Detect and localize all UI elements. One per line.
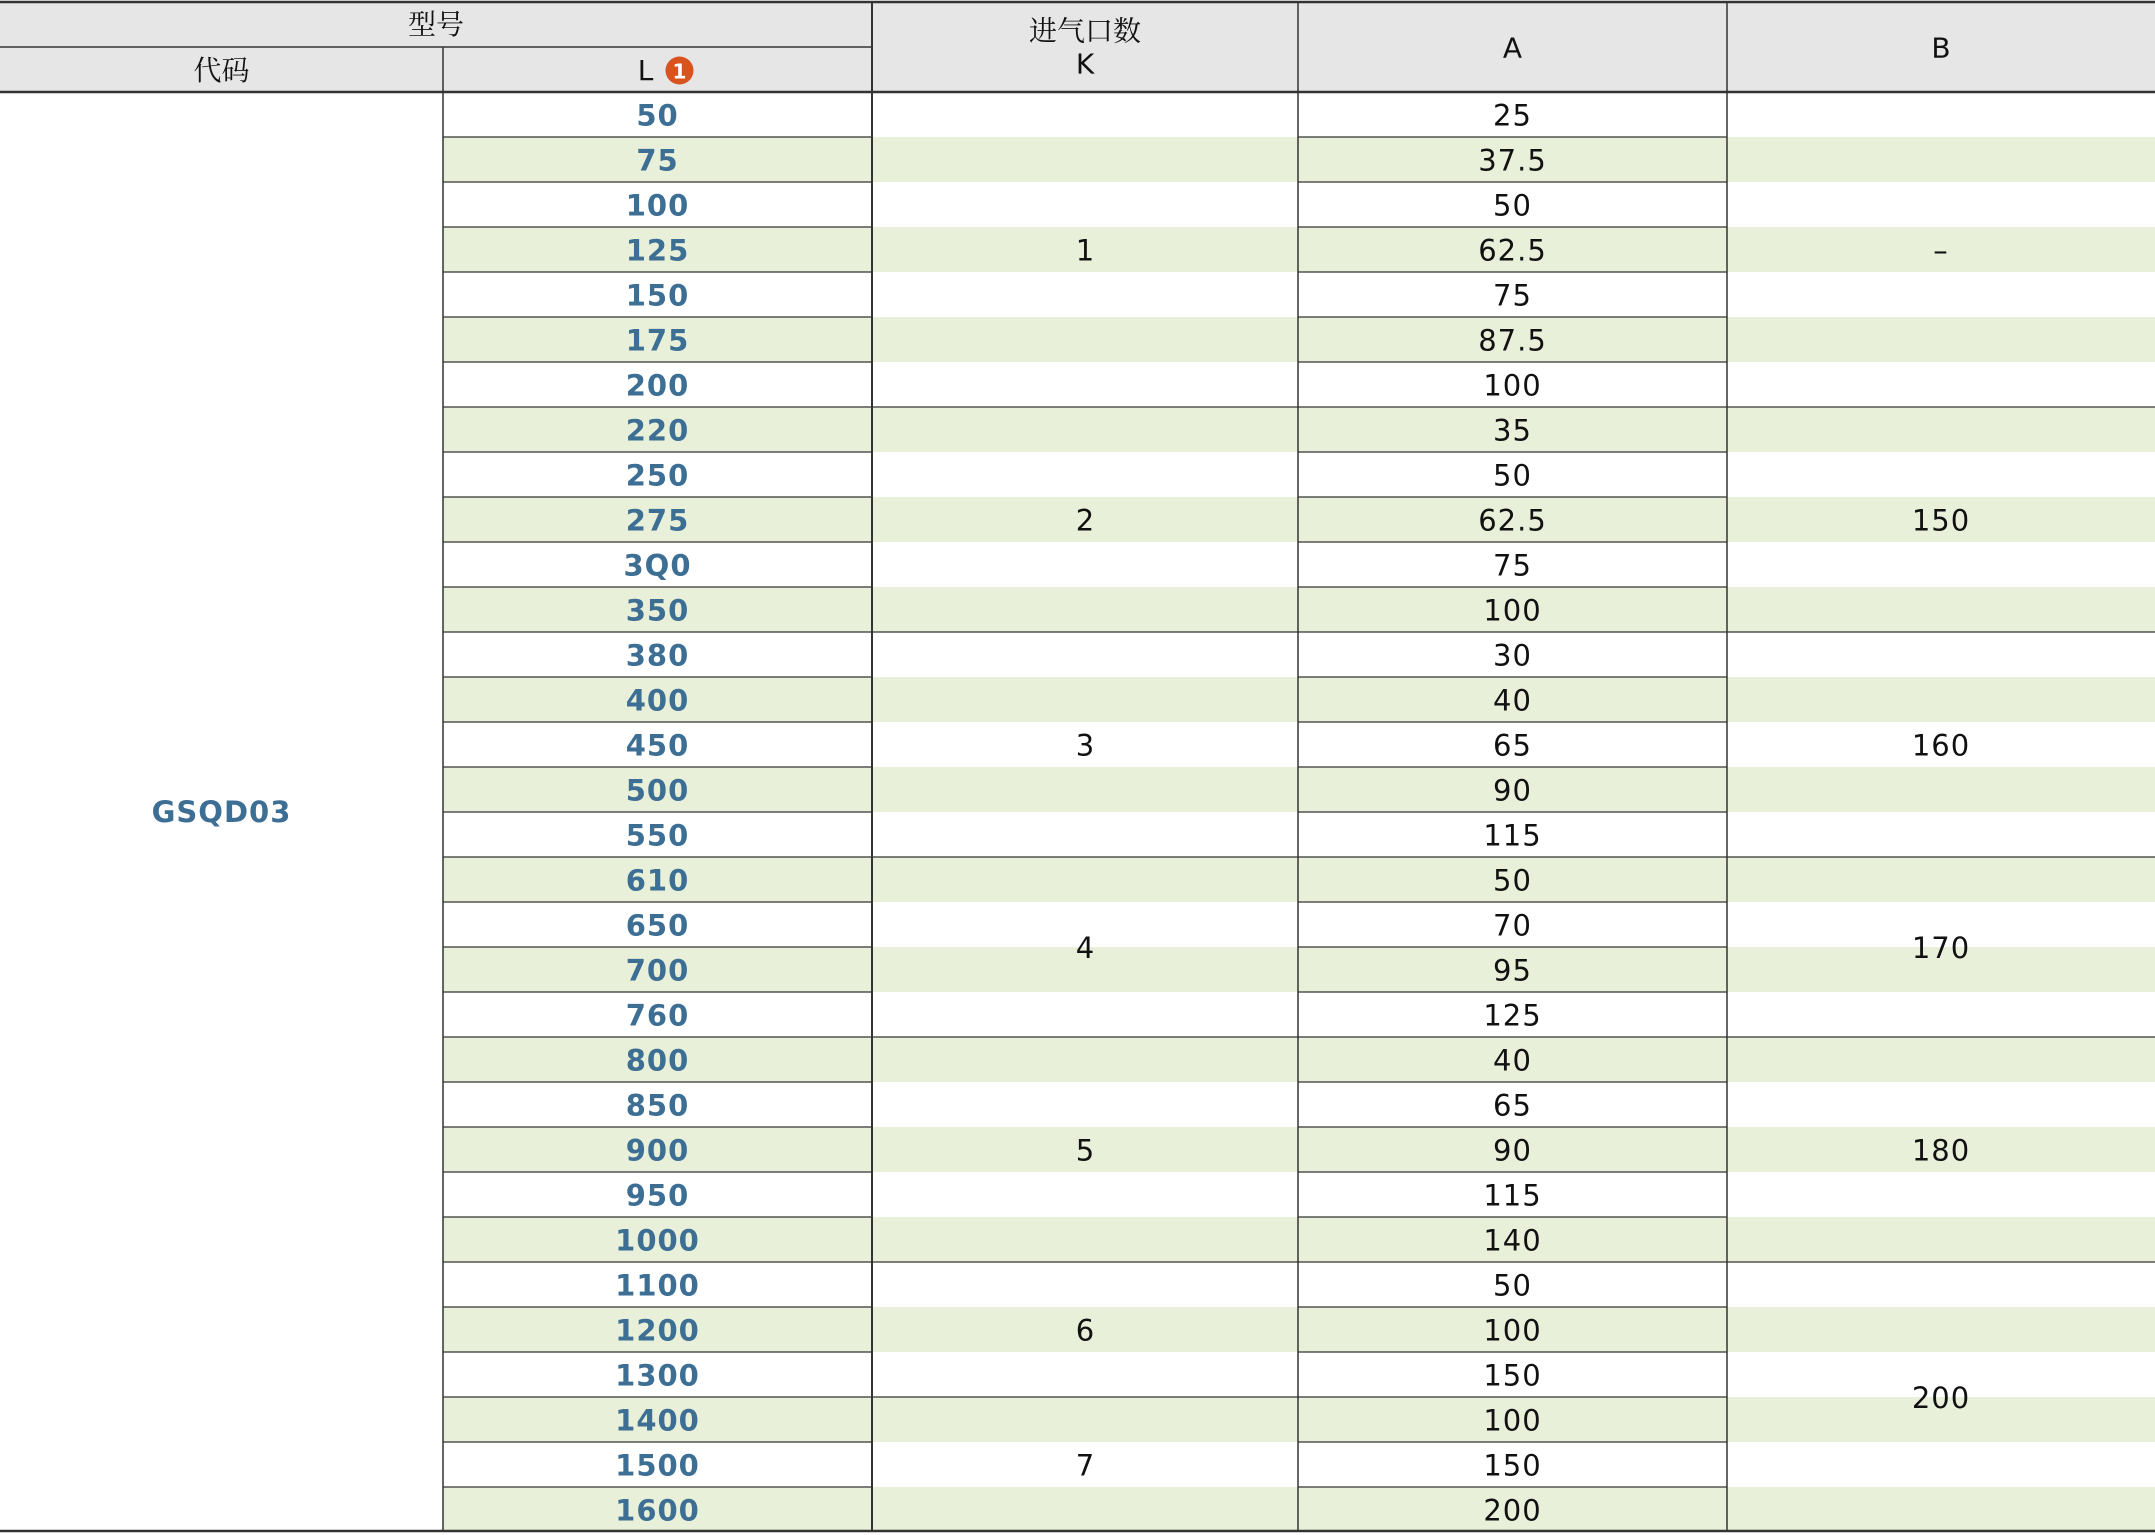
l-value: 275 [625,503,690,538]
a-value: 50 [1493,863,1532,898]
a-value: 90 [1493,1133,1532,1168]
a-value: 70 [1493,908,1532,943]
a-value: 62.5 [1478,503,1547,538]
l-value: 650 [625,908,690,943]
a-value: 90 [1493,773,1532,808]
l-value: 380 [625,638,690,673]
a-value: 25 [1493,98,1532,133]
l-value: 1000 [615,1223,700,1258]
a-value: 62.5 [1478,233,1547,268]
l-value: 100 [625,188,690,223]
a-value: 40 [1493,683,1532,718]
a-value: 75 [1493,548,1532,583]
row-stripe [443,407,2155,452]
row-stripe [443,227,2155,272]
k-value: 4 [1075,931,1095,965]
header-k-symbol: K [1075,47,1095,81]
b-value: 160 [1911,728,1971,763]
k-value: 5 [1075,1133,1095,1168]
a-value: 35 [1493,413,1532,448]
header-model-group: 型号 [407,8,465,41]
a-value: 50 [1493,188,1532,223]
l-value: 400 [625,683,690,718]
l-value: 175 [625,323,690,358]
a-value: 50 [1493,458,1532,493]
l-value: 700 [625,953,690,988]
l-value: 950 [625,1178,690,1213]
k-value: 6 [1075,1313,1095,1348]
l-value: 150 [625,278,690,313]
l-value: 760 [625,998,690,1033]
a-value: 100 [1483,1313,1542,1348]
a-value: 30 [1493,638,1532,673]
header-l: L [637,54,654,87]
k-value: 1 [1075,233,1095,268]
header-b: B [1931,31,1951,65]
l-value: 220 [625,413,690,448]
l-value: 610 [625,863,690,898]
l-value: 850 [625,1088,690,1123]
k-value: 3 [1075,728,1095,763]
l-value: 500 [625,773,690,808]
l-value: 350 [625,593,690,628]
model-code: GSQD03 [151,795,292,829]
a-value: 125 [1483,998,1542,1033]
l-value: 200 [625,368,690,403]
a-value: 115 [1483,1178,1542,1213]
a-value: 40 [1493,1043,1532,1078]
row-stripe [443,497,2155,542]
l-value: 125 [625,233,690,268]
a-value: 95 [1493,953,1532,988]
a-value: 65 [1493,1088,1532,1123]
l-value: 1100 [615,1268,700,1303]
l-value: 1500 [615,1448,700,1483]
b-value: 170 [1911,931,1971,965]
a-value: 200 [1483,1493,1542,1528]
a-value: 100 [1483,368,1542,403]
row-stripe [443,1037,2155,1082]
header-k-title: 进气口数 [1028,14,1142,48]
a-value: 37.5 [1478,143,1547,178]
a-value: 100 [1483,1403,1542,1438]
l-value: 1600 [615,1493,700,1528]
l-value: 250 [625,458,690,493]
k-value: 7 [1075,1448,1095,1483]
row-stripe [443,677,2155,722]
row-stripe [443,857,2155,902]
a-value: 150 [1483,1358,1542,1393]
l-value: 75 [636,143,679,178]
b-value: – [1933,233,1949,268]
a-value: 150 [1483,1448,1542,1483]
a-value: 100 [1483,593,1542,628]
l-value: 800 [625,1043,690,1078]
l-value: 1200 [615,1313,700,1348]
b-value: 200 [1911,1381,1971,1415]
a-value: 65 [1493,728,1532,763]
l-value: 550 [625,818,690,853]
a-value: 87.5 [1478,323,1547,358]
l-value: 900 [625,1133,690,1168]
row-stripe [443,137,2155,182]
row-stripe [443,1127,2155,1172]
b-value: 180 [1911,1133,1971,1168]
l-value: 450 [625,728,690,763]
a-value: 50 [1493,1268,1532,1303]
row-stripe [443,317,2155,362]
header-code: 代码 [193,54,250,87]
footnote-badge-number: 1 [672,59,687,84]
header-a: A [1502,31,1523,65]
k-value: 2 [1075,503,1095,538]
row-stripe [443,587,2155,632]
l-value: 50 [636,98,679,133]
row-stripe [443,947,2155,992]
row-stripe [443,767,2155,812]
a-value: 75 [1493,278,1532,313]
a-value: 115 [1483,818,1542,853]
a-value: 140 [1483,1223,1542,1258]
b-value: 150 [1911,503,1971,538]
l-value: 3Q0 [623,548,692,583]
l-value: 1400 [615,1403,700,1438]
l-value: 1300 [615,1358,700,1393]
